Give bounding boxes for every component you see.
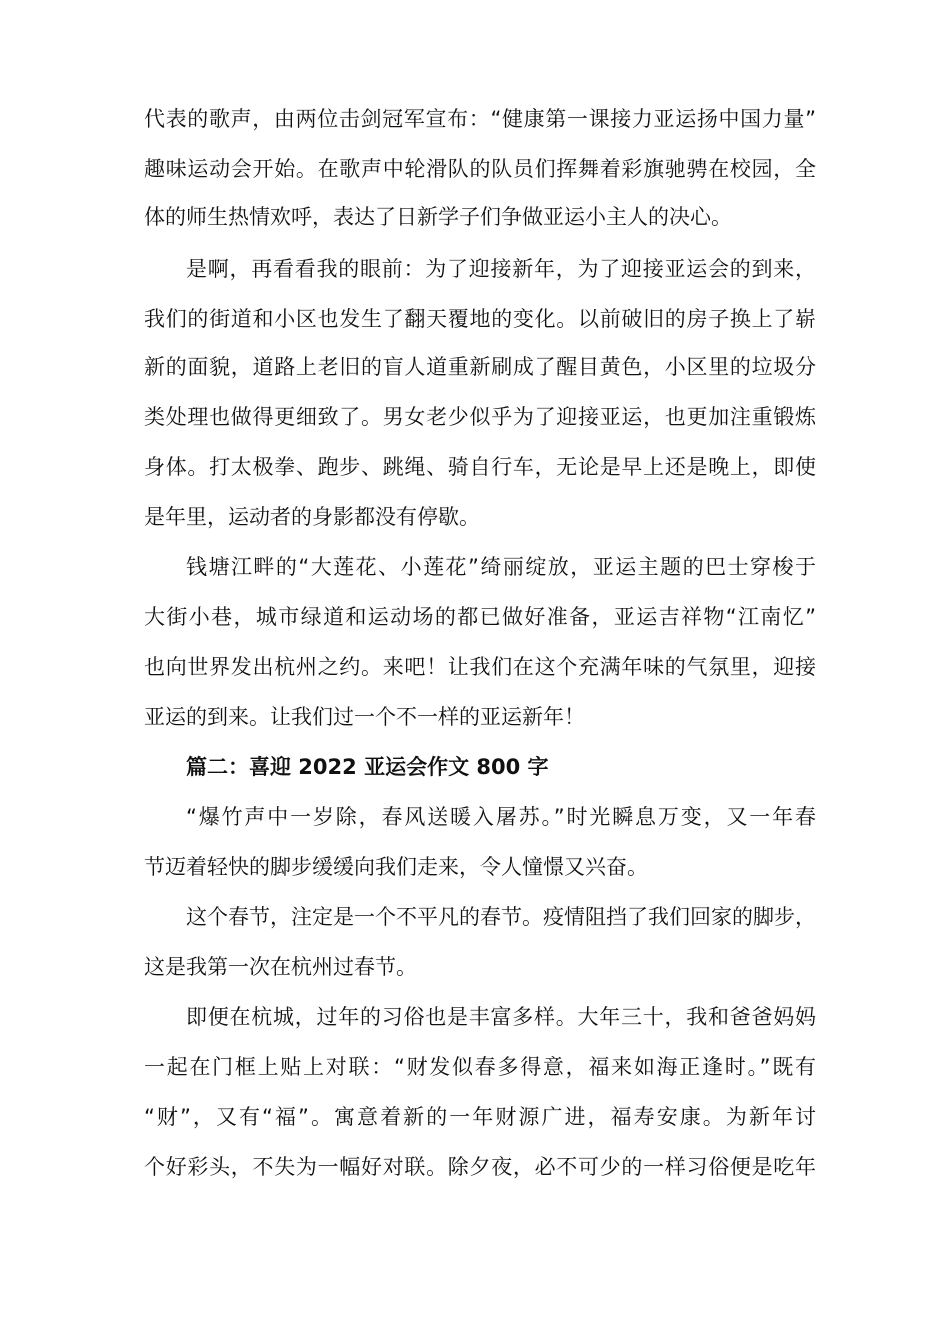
paragraph-first-line: “爆竹声中一岁除，春风送暖入屠苏。”时光瞬息万变，又一年春 bbox=[186, 805, 816, 829]
text-line: 也向世界发出杭州之约。来吧！让我们在这个充满年味的气氛里，迎接 bbox=[144, 655, 816, 679]
text-line: 大街小巷，城市绿道和运动场的都已做好准备，亚运吉祥物“江南忆” bbox=[144, 605, 816, 629]
text-line: 我们的街道和小区也发生了翻天覆地的变化。以前破旧的房子换上了崭 bbox=[144, 307, 816, 331]
paragraph-first-line: 是啊，再看看我的眼前：为了迎接新年，为了迎接亚运会的到来， bbox=[186, 257, 816, 281]
text-line: 类处理也做得更细致了。男女老少似乎为了迎接亚运，也更加注重锻炼 bbox=[144, 405, 816, 429]
paragraph-first-line: 即便在杭城，过年的习俗也是丰富多样。大年三十，我和爸爸妈妈 bbox=[186, 1005, 816, 1029]
text-line: 一起在门框上贴上对联：“财发似春多得意，福来如海正逢时。”既有 bbox=[144, 1055, 816, 1079]
text-line: 亚运的到来。让我们过一个不一样的亚运新年！ bbox=[144, 705, 585, 729]
text-line: 这是我第一次在杭州过春节。 bbox=[144, 955, 417, 979]
text-line: 代表的歌声，由两位击剑冠军宣布：“健康第一课接力亚运扬中国力量” bbox=[144, 107, 816, 131]
text-line: 趣味运动会开始。在歌声中轮滑队的队员们挥舞着彩旗驰骋在校园，全 bbox=[144, 157, 816, 181]
paragraph-first-line: 这个春节，注定是一个不平凡的春节。疫情阻挡了我们回家的脚步， bbox=[186, 905, 816, 929]
text-line: 个好彩头，不失为一幅好对联。除夕夜，必不可少的一样习俗便是吃年 bbox=[144, 1155, 816, 1179]
paragraph-first-line: 钱塘江畔的“大莲花、小莲花”绮丽绽放，亚运主题的巴士穿梭于 bbox=[186, 555, 816, 579]
text-line: 节迈着轻快的脚步缓缓向我们走来，令人憧憬又兴奋。 bbox=[144, 855, 648, 879]
text-line: 体的师生热情欢呼，表达了日新学子们争做亚运小主人的决心。 bbox=[144, 205, 732, 229]
text-line: 是年里，运动者的身影都没有停歇。 bbox=[144, 505, 480, 529]
text-line: “财”，又有“福”。寓意着新的一年财源广进，福寿安康。为新年讨 bbox=[144, 1105, 816, 1129]
text-line: 身体。打太极拳、跑步、跳绳、骑自行车，无论是早上还是晚上，即使 bbox=[144, 455, 816, 479]
text-line: 新的面貌，道路上老旧的盲人道重新刷成了醒目黄色，小区里的垃圾分 bbox=[144, 355, 816, 379]
section-heading: 篇二：喜迎 2022 亚运会作文 800 字 bbox=[186, 755, 549, 779]
